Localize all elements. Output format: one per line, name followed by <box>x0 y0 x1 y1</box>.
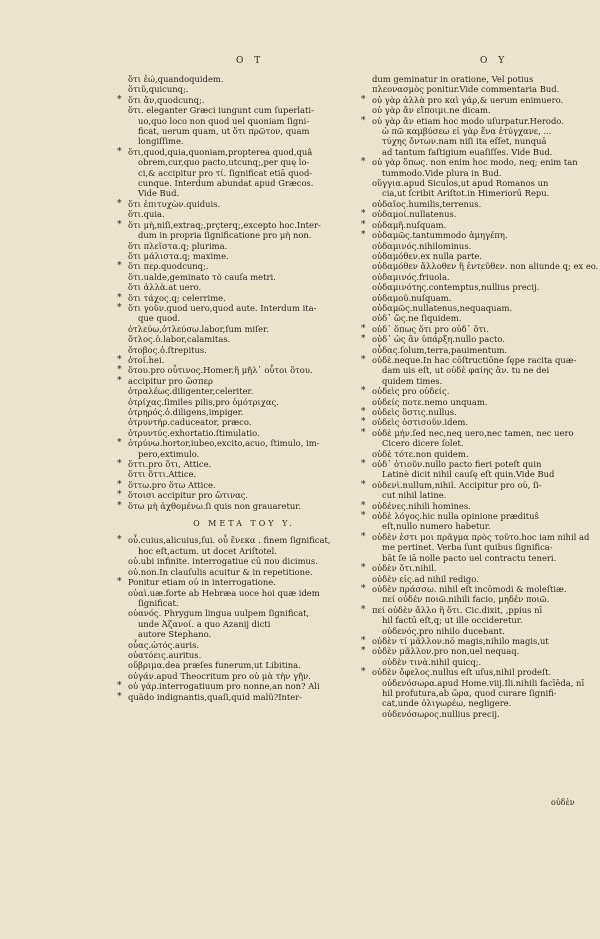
dictionary-line: * οὐδαμοί.nullatenus. <box>372 209 562 219</box>
dictionary-line: * πεί οὐδὲν ἄλλο ἢ ὅτι. Cic.dixit, ,ppius nī <box>372 605 562 615</box>
dictionary-line: ὀτραλέως.diligenter,celeriter. <box>128 386 254 397</box>
dictionary-line: cut nihil latine. <box>382 490 447 501</box>
dictionary-line: * ὅτι,quod,quia,quoniam,propterea quod,quâ <box>128 147 360 157</box>
dictionary-line: οὐγάν.apud Theocritum pro οὐ μὰ τὴν γῆν. <box>128 670 311 681</box>
dictionary-line: * ὀτρύνω.hortor,iubeo,excito,acuo, ſtimulo, im- <box>128 438 360 448</box>
dictionary-line: * οὐδεὶς ὁστισοῦν.idem. <box>372 417 562 427</box>
dictionary-line: οὐδὲ τότε.non quidem. <box>372 448 469 459</box>
catchword: οὐδὲν <box>551 798 575 807</box>
dictionary-line: οὐδείς ποτε.nemo unquam. <box>372 396 488 407</box>
dictionary-line: * οὐδὲ λόγος.hic nulla opinione prædituŝ <box>372 511 562 521</box>
dictionary-line: * ὅτι μὴ,niſi,extraq;,prçterq;,excepto hoc.Inter- <box>128 220 360 230</box>
dictionary-line: οὐδενόσωρος.nullius precij. <box>382 708 500 719</box>
dictionary-line: Cicero dicere ſolet. <box>382 438 464 449</box>
dictionary-line: ci,& accipitur pro τί. ſignificat etiā quod- <box>138 167 313 178</box>
dictionary-line: * quãdo indignantis,quaſi,quid malũ?Inter- <box>128 692 360 702</box>
dictionary-line: οὐ.non.In clauſulis acuitur & in repetitione. <box>128 566 313 577</box>
dictionary-line: ὅττι ὅττι.Attice. <box>128 469 197 480</box>
dictionary-line: οὐδὲν εἰς.ad nihil redigo. <box>372 573 479 584</box>
left-column <box>128 74 360 702</box>
dictionary-line: * Ponitur etiam οὐ in interrogatione. <box>128 577 360 587</box>
dictionary-line: οὖδας.ſolum,terra,pauimentum. <box>372 344 508 355</box>
dictionary-line: uo,quo loco non quod uel quoniam ſigni- <box>138 115 310 126</box>
dictionary-line: * οὗ.cuius,alicuius,ſui. οὗ ἕνεκα . finem ſignificat, <box>128 535 360 545</box>
dictionary-line: ὅτι πλεῖστα.q; plurima. <box>128 240 228 251</box>
dictionary-line: ad tantum faſtigium euaſiſſes. Vide Bud. <box>382 146 553 157</box>
dictionary-line: * ὅτοισι accipitur pro ὥτινας. <box>128 490 360 500</box>
dictionary-line: ὅτι μάλιστα.q; maxime. <box>128 250 229 261</box>
dictionary-line: οὐαὶ.uæ.forte ab Hebræa uoce hoi quæ idem <box>128 587 320 598</box>
dictionary-line: * οὐδ᾽ ὁτιοῦν.nullo pacto fieri poteſt quin <box>372 459 562 469</box>
dictionary-line: * ὅτι γοῦν.quod uero,quod aute. Interdum ita- <box>128 303 360 313</box>
dictionary-line: οὐ γὰρ ἄν εἴποιμι.ne dicam. <box>372 105 491 116</box>
dictionary-line: * ὅτι ἄν,quodcunq;. <box>128 95 360 105</box>
dictionary-line: οὐδαμινός.friuola. <box>372 271 450 282</box>
dictionary-line: hoc eſt,actum. ut docet Ariſtotel. <box>138 545 277 556</box>
dictionary-line: * accipitur pro ὥσπερ <box>128 376 360 386</box>
dictionary-line: * οὐδ᾽ ὡς ἂν ὑπάρξη.nullo pacto. <box>372 334 562 344</box>
dictionary-line: * οὐ γὰρ ἀλλὰ pro καὶ γάρ,& uerum enimuero. <box>372 95 562 105</box>
dictionary-line: πεί οὐδέν ποιῶ.nihili facio, μηδέν ποιῶ. <box>382 594 550 605</box>
dictionary-line: bāt ſe iā nolle pacto uel contractu teneri. <box>382 552 557 563</box>
dictionary-line: cunque. Interdum abundat apud Græcos. <box>138 178 314 189</box>
dictionary-line: me pertinet. Verba ſunt quibus ſignifica- <box>382 542 553 553</box>
dictionary-line: ὀτλεύω,ὀτλεύσω.labor,ſum miſer. <box>128 323 269 334</box>
dictionary-line: ὀτρυντήρ.caduceator, præco. <box>128 417 252 428</box>
dictionary-line: οὐδενόσωρα.apud Home.viij.Ili.nihili facīēda, nī <box>382 677 585 688</box>
dictionary-line: τύχης ὄντων.nam niſi ita eſſet, nunquā <box>382 136 547 147</box>
dictionary-line: * ὅτω μὴ ἀχθομένω.ſi quis non grauaretur. <box>128 501 360 511</box>
dictionary-line: * ὅττι.pro ὅτι, Attice. <box>128 459 360 469</box>
dictionary-line: * οὐδὲ.neque.In hac cōſtructiōne ſępe racita quæ- <box>372 355 562 365</box>
dictionary-line: * οὐδὲν τί μᾶλλον.nō magis,nihilo magis,ut <box>372 636 562 646</box>
right-column-header: O Y <box>480 56 509 66</box>
dictionary-line: * οὐδὲν μᾶλλον.pro non,uel nequaq. <box>372 646 562 656</box>
dictionary-line: οὐδὲν τινὰ.nihil quicq;. <box>382 656 482 667</box>
dictionary-line: * οὐδαμῆ.nuſquam. <box>372 220 562 230</box>
dictionary-line: οὖας.ὠτός.auris. <box>128 639 200 650</box>
dictionary-line: οὐδαμῶς.nullatenus,nequaquam. <box>372 302 513 313</box>
dictionary-line: * οὐ γὰρ ἄν etiam hoc modo uſurpatur.Herodo. <box>372 116 562 126</box>
dictionary-line: Vide Bud. <box>138 188 180 199</box>
dictionary-line: * οὐδαμῶς.tantummodo ἀμηγέπη. <box>372 230 562 240</box>
dictionary-line: hil factū eſt,q; ut ille occideretur. <box>382 615 523 626</box>
dictionary-line: ὅτιῦ,quicunq;. <box>128 84 189 95</box>
dictionary-line: pero,extimulo. <box>138 448 200 459</box>
dictionary-line: πλεονασμὸς ponitur.Vide commentaria Bud. <box>372 84 560 95</box>
dictionary-line: ὅτι ἀλλὰ.at uero. <box>128 282 202 293</box>
dictionary-line: οὐδαμινός.nihilominus. <box>372 240 472 251</box>
dictionary-line: ſignificat. <box>138 597 179 608</box>
dictionary-line: * οὐδὲν ὅτι.nihil. <box>372 563 562 573</box>
dictionary-line: autore Stephano. <box>138 629 212 640</box>
dictionary-line: οὐανός. Phrygum lingua uulpem ſignificat, <box>128 608 310 619</box>
dictionary-line: hil profutura,ab ὥρα, quod curare ſignifi- <box>382 687 557 698</box>
dictionary-line: ὅτι.ualde,geminato τὸ cauſa metri. <box>128 271 276 282</box>
dictionary-line: ὄτλος.ὁ.labor,calamitas. <box>128 334 231 345</box>
dictionary-line: que quod. <box>138 313 181 324</box>
dictionary-line: οὔβριμα.dea præſes funerum,ut Libitina. <box>128 660 301 671</box>
dictionary-line: quidem times. <box>382 375 443 386</box>
dictionary-line: * ὅτι τάχος.q; celerrime. <box>128 293 360 303</box>
dictionary-line: ὡ πῶ καμβύσεω εἰ γὰρ ἕνα ἐτύγχανε, ... <box>382 126 552 137</box>
dictionary-line: οὐδαμινότης.contemptus,nullius precij. <box>372 282 540 293</box>
dictionary-line: * ὅτου.pro οὗτινος.Homer.ἣ μῆλ᾽ οὗτοι ὅτου. <box>128 365 360 375</box>
dictionary-line: ὄτοβος.ὁ.ſtrepitus. <box>128 344 207 355</box>
dictionary-line: ὀτρίχας.ſimiles pilis,pro ὁμότριχας. <box>128 396 279 407</box>
left-column-header: O T <box>236 56 265 66</box>
dictionary-line: οὐδ᾽ ὥς.ne ſiquidem. <box>372 313 462 324</box>
dictionary-line: * ὀτοῖ.hei. <box>128 355 360 365</box>
section-title: O META TOY Y. <box>193 519 295 529</box>
dictionary-line: * οὐδὲν πράσσω. nihil eſt incōmodi & moleſtiæ. <box>372 584 562 594</box>
dictionary-line: * οὐδεὶς pro οὐδείς. <box>372 386 562 396</box>
dictionary-line: * οὐδὲ μήν.ſed nec,neq uero,nec tamen, nec uero <box>372 428 562 438</box>
dictionary-line: οὐ.ubi infinite. interrogatiue cū που dicimus. <box>128 556 318 567</box>
dictionary-line: ficat, uerum quam, ut ὅτι πρῶτον, quam <box>138 126 310 137</box>
dictionary-line: οὐδαμόθεν.ex nulla parte. <box>372 250 482 261</box>
dictionary-line: * οὐδένες.nihili homines. <box>372 501 562 511</box>
dictionary-line: * οὐδ᾽ ὅπως ὅτι pro οὐδ᾽ ὅτι. <box>372 324 562 334</box>
dictionary-line: οὐδαμοῦ.nuſquam. <box>372 292 452 303</box>
dictionary-line: ὅτι ἐώ,quandoquidem. <box>128 74 224 84</box>
dictionary-line: obrem,cur,quo pacto,utcunq;,per quę lo- <box>138 157 310 168</box>
dictionary-line: * οὐδὲν ὄφελος.nullus eſt uſus,nihil prodeſt. <box>372 667 562 677</box>
dictionary-line: ὅτι.quia. <box>128 209 165 220</box>
dictionary-line: οὔγγια.apud Siculos,ut apud Romanos un <box>372 178 549 189</box>
dictionary-line: Latinè dicit nihil cauſę eſt quin.Vide Bud <box>382 469 555 480</box>
dictionary-line: * οὐ γάρ.interrogatiuum pro nonne,an non? Ali <box>128 681 360 691</box>
dictionary-line: ὀτρηρός.ὁ.diligens,impiger. <box>128 407 244 417</box>
dictionary-line: οὐδενός.pro nihilo ducebant. <box>382 625 505 636</box>
right-column <box>372 74 599 719</box>
dictionary-line: * ὅτι περ.quodcunq;. <box>128 261 360 271</box>
dictionary-line: dum geminatur in oratione, Vel potius <box>372 74 534 84</box>
dictionary-line: * οὐδενὶ.nullum,nihil. Accipitur pro οὐ, ſi- <box>372 480 562 490</box>
dictionary-line: cia,ut ſcribit Ariſtot.in Himeriorū Repu. <box>382 188 550 199</box>
dictionary-line: eſt,nullo numero habetur. <box>382 521 491 532</box>
dictionary-line: dum in propria ſignificatione pro μὴ non. <box>138 230 312 241</box>
dictionary-line: * οὐδεὶς ὅστις.nullus. <box>372 407 562 417</box>
dictionary-line: tummodo.Vide plura in Bud. <box>382 167 502 178</box>
dictionary-line: οὐατόεις.auritus. <box>128 649 202 660</box>
dictionary-line: ὅτι. eleganter Græci iungunt cum ſuperlati- <box>128 105 314 116</box>
dictionary-line: οὐδαῖος.humilis,terrenus. <box>372 198 482 209</box>
dictionary-line: unde Ἀζανοί. a quo Azanij dicti <box>138 618 271 629</box>
dictionary-line: * ὅτι ἐπιτυχὼν.quiduis. <box>128 199 360 209</box>
dictionary-line: dam uis eſt, ut οὐδὲ φαίης ἂν. tu ne dei <box>382 365 550 376</box>
dictionary-line: ὀτρυντύς.exhortatio.ſtimulatio. <box>128 427 260 438</box>
dictionary-line: cat,unde ὀλιγωρέω, negligere. <box>382 698 512 709</box>
dictionary-line: longiſſime. <box>138 136 184 147</box>
dictionary-line: * οὐδὲν ἐστι μοι πρᾶγμα πρὸς τοῦτο.hoc iam nihil ad <box>372 532 562 542</box>
dictionary-line: * ὅττω.pro ὅτω Attice. <box>128 480 360 490</box>
dictionary-line: οὐδαμόθεν ἄλλοθεν ἢ ἐντεῦθεν. non aliunde q; ex eo. <box>372 261 599 272</box>
dictionary-line: * οὐ γὰρ ὅπως. non enim hoc modo, neq; enim tan <box>372 157 562 167</box>
